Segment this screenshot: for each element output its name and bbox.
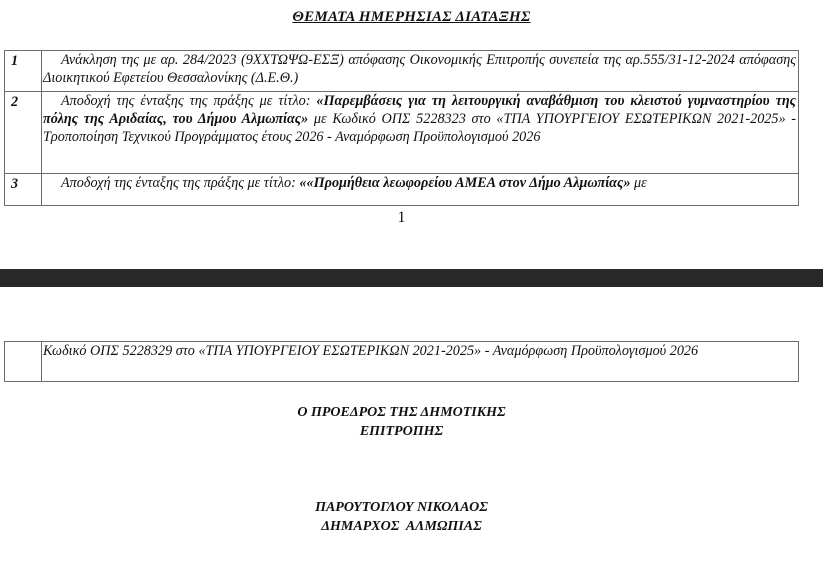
- item-text-content: Ανάκληση της με αρ. 284/2023 (9ΧΧΤΩΨΩ-ΕΣΞ) απόφασης Οικονομικής Επιτροπής συνεπεία της αρ.555/31-12-2024 απόφασης Διοικητικού Εφετείου Θεσσαλονίκης (Δ.Ε.Θ.): [43, 52, 796, 86]
- agenda-row: [5, 51, 799, 92]
- page-number: 1: [397, 209, 406, 226]
- item-text-continuation: Κωδικό ΟΠΣ 5228329 στο «ΤΠΑ ΥΠΟΥΡΓΕΙΟΥ ΕΣΩΤΕΡΙΚΩΝ 2021-2025» - Αναμόρφωση Προϋπολογισμού 2026: [42, 342, 799, 382]
- item-number: 1: [5, 51, 42, 92]
- item-number-empty: [5, 342, 42, 382]
- agenda-title: ΘΕΜΑΤΑ ΗΜΕΡΗΣΙΑΣ ΔΙΑΤΑΞΗΣ: [292, 9, 531, 25]
- item-text-details: με Κωδικό ΟΠΣ 5228323 στο «ΤΠΑ ΥΠΟΥΡΓΕΙΟΥ ΕΣΩΤΕΡΙΚΩΝ 2021-2025» - Τροποποίηση Τεχνικού Προγράμματος έτους 2026 - Αναμόρφωση Προϋπολογισμού 2026: [43, 111, 796, 145]
- item-project-title: «Παρεμβάσεις για τη λειτουργική αναβάθμιση του κλειστού γυμναστηρίου της πόλης της Αριδαίας, του Δήμου Αλμωπίας»: [43, 93, 796, 127]
- agenda-row: [5, 174, 799, 206]
- signatory-title: ΔΗΜΑΡΧΟΣ ΑΛΜΩΠΙΑΣ: [321, 519, 482, 534]
- item-project-title: ««Προμήθεια λεωφορείου ΑΜΕΑ στον Δήμο Αλμωπίας»: [299, 175, 631, 191]
- item-number: 3: [5, 174, 42, 206]
- item-text-details: με: [630, 175, 647, 191]
- agenda-table-continued: [4, 341, 799, 382]
- item-text: [42, 51, 799, 92]
- mayor-signature-block: [0, 498, 803, 536]
- president-role-line1: Ο ΠΡΟΕΔΡΟΣ ΤΗΣ ΔΗΜΟΤΙΚΗΣ: [297, 405, 506, 420]
- page-break-bar: [0, 269, 823, 287]
- item-text: [42, 92, 799, 174]
- agenda-row-continued: [5, 342, 799, 382]
- item-text-intro: Αποδοχή της ένταξης της πράξης με τίτλο:: [61, 175, 300, 191]
- item-text: [42, 174, 799, 206]
- item-text-intro: Αποδοχή της ένταξης της πράξης με τίτλο:: [61, 93, 317, 109]
- signatory-name: ΠΑΡΟΥΤΟΓΛΟΥ ΝΙΚΟΛΑΟΣ: [315, 500, 488, 515]
- agenda-table: [4, 50, 799, 206]
- item-number: 2: [5, 92, 42, 174]
- agenda-row: [5, 92, 799, 174]
- president-role-line2: ΕΠΙΤΡΟΠΗΣ: [359, 424, 444, 439]
- president-signature-block: [0, 403, 803, 441]
